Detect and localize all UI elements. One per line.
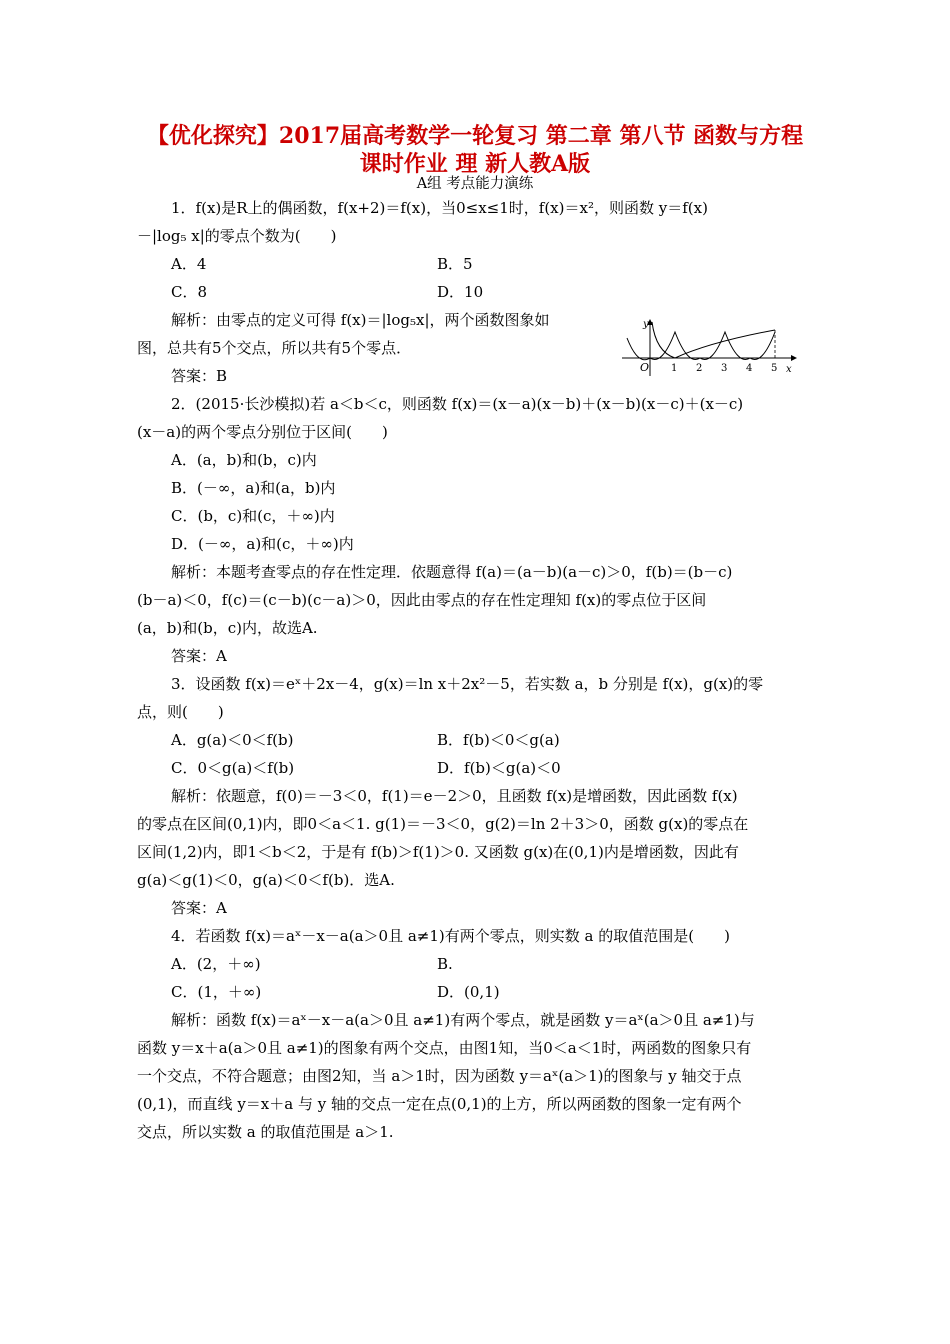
- document-title-line2: 课时作业 理 新人教A版: [359, 151, 591, 177]
- q3-line1: 3．设函数 f(x)＝eˣ＋2x－4，g(x)＝ln x＋2x²－5，若实数 a，b 分别是 f(x)，g(x)的零: [171, 675, 764, 693]
- q1-line1: 1．f(x)是R上的偶函数，f(x+2)＝f(x)，当0≤x≤1时，f(x)＝x²，则函数 y＝f(x): [171, 199, 708, 217]
- graph-tick-label: 5: [771, 363, 778, 374]
- q3-line2: 点，则( ): [137, 703, 224, 721]
- graph-tick-label: 3: [721, 363, 728, 374]
- q4-solution-line5: 交点，所以实数 a 的取值范围是 a＞1.: [137, 1123, 394, 1141]
- q2-option-b: B．(－∞，a)和(a，b)内: [171, 479, 336, 497]
- log-curve: [652, 322, 775, 358]
- even-function-curve: [627, 332, 775, 360]
- graph-y-label: y: [643, 319, 649, 330]
- q3-answer: 答案：A: [171, 899, 227, 917]
- q2-solution-line1: 解析：本题考查零点的存在性定理．依题意得 f(a)＝(a－b)(a－c)＞0，f(b)＝(b－c): [171, 563, 733, 581]
- q3-option-c: C．0＜g(a)＜f(b): [171, 759, 295, 777]
- q3-option-d: D．f(b)＜g(a)＜0: [437, 759, 561, 777]
- graph-tick-label: 4: [746, 363, 753, 374]
- q4-option-a: A．(2，＋∞): [171, 955, 261, 973]
- document-title-line1: 【优化探究】2017届高考数学一轮复习 第二章 第八节 函数与方程: [146, 123, 804, 149]
- q4-option-d: D．(0,1): [437, 983, 500, 1001]
- q3-option-b: B．f(b)＜0＜g(a): [437, 731, 560, 749]
- q2-solution-line2: (b－a)＜0，f(c)＝(c－b)(c－a)＞0，因此由零点的存在性定理知 f(x)的零点位于区间: [137, 591, 707, 609]
- q4-option-b: B.: [437, 955, 453, 973]
- q1-option-b: B．5: [437, 255, 473, 273]
- q1-answer: 答案：B: [171, 367, 228, 385]
- q1-line2: －|log₅ x|的零点个数为( ): [137, 227, 337, 245]
- q1-option-c: C．8: [171, 283, 208, 301]
- q3-solution-line2: 的零点在区间(0,1)内，即0＜a＜1. g(1)＝－3＜0，g(2)＝ln 2＋3＞0，函数 g(x)的零点在: [137, 815, 749, 833]
- q2-solution-line3: (a，b)和(b，c)内，故选A.: [137, 619, 318, 637]
- q1-solution-line1: 解析：由零点的定义可得 f(x)＝|log₅x|，两个函数图象如: [171, 311, 550, 329]
- q4-solution-line1: 解析：函数 f(x)＝aˣ－x－a(a＞0且 a≠1)有两个零点，就是函数 y＝aˣ(a＞0且 a≠1)与: [171, 1011, 755, 1029]
- graph-x-label: x: [786, 364, 792, 375]
- q2-line2: (x－a)的两个零点分别位于区间( ): [137, 423, 388, 441]
- q2-answer: 答案：A: [171, 647, 227, 665]
- q1-option-a: A．4: [171, 255, 207, 273]
- graph-origin-label: O: [640, 361, 650, 374]
- q4-line1: 4．若函数 f(x)＝aˣ－x－a(a＞0且 a≠1)有两个零点，则实数 a 的取值范围是( ): [171, 927, 730, 945]
- q3-solution-line4: g(a)＜g(1)＜0，g(a)＜0＜f(b)．选A.: [137, 871, 395, 889]
- q2-line1: 2．(2015·长沙模拟)若 a＜b＜c，则函数 f(x)＝(x－a)(x－b)＋(x－b)(x－c)＋(x－c): [171, 395, 744, 413]
- q4-option-c: C．(1，＋∞): [171, 983, 262, 1001]
- q4-solution-line4: (0,1)，而直线 y＝x＋a 与 y 轴的交点一定在点(0,1)的上方，所以两函数的图象一定有两个: [137, 1095, 742, 1113]
- section-subtitle: A组 考点能力演练: [416, 176, 534, 192]
- q2-option-d: D．(－∞，a)和(c，＋∞)内: [171, 535, 354, 553]
- q3-option-a: A．g(a)＜0＜f(b): [171, 731, 294, 749]
- q4-solution-line3: 一个交点，不符合题意；由图2知，当 a＞1时，因为函数 y＝aˣ(a＞1)的图象与 y 轴交于点: [137, 1067, 742, 1085]
- q1-function-graph: [620, 318, 800, 378]
- graph-tick-label: 1: [671, 363, 678, 374]
- q2-option-c: C．(b，c)和(c，＋∞)内: [171, 507, 335, 525]
- q1-option-d: D．10: [437, 283, 484, 301]
- q3-solution-line3: 区间(1,2)内，即1＜b＜2，于是有 f(b)＞f(1)＞0. 又函数 g(x)在(0,1)内是增函数，因此有: [137, 843, 739, 861]
- q3-solution-line1: 解析：依题意，f(0)＝－3＜0，f(1)＝e－2＞0，且函数 f(x)是增函数，因此函数 f(x): [171, 787, 738, 805]
- q2-option-a: A．(a，b)和(b，c)内: [171, 451, 317, 469]
- q1-solution-line2: 图，总共有5个交点，所以共有5个零点．: [137, 339, 412, 357]
- q4-solution-line2: 函数 y＝x＋a(a＞0且 a≠1)的图象有两个交点，由图1知，当0＜a＜1时，两函数的图象只有: [137, 1039, 752, 1057]
- graph-tick-label: 2: [696, 363, 703, 374]
